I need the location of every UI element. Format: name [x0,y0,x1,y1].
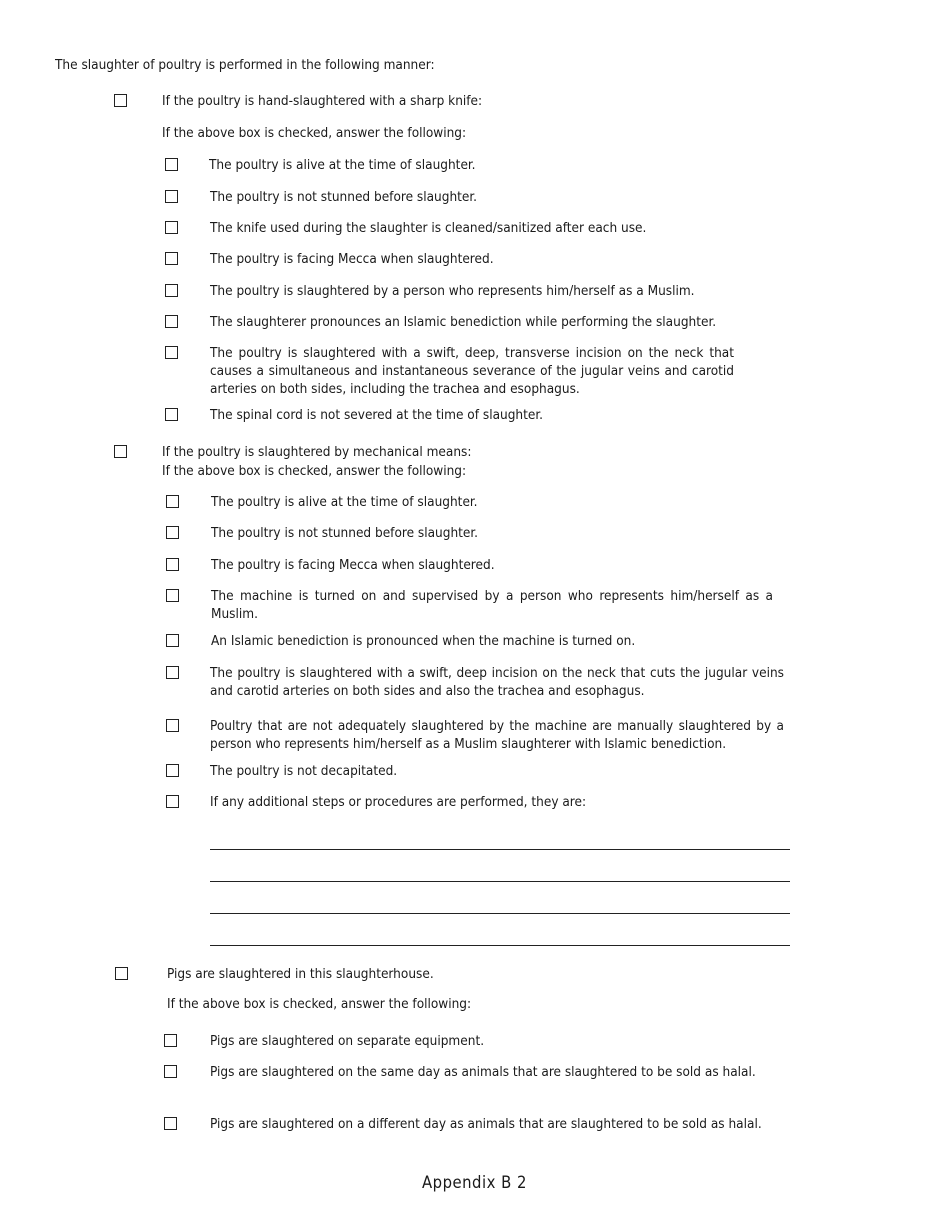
mechanical-item-label: If any additional steps or procedures are performed, they are: [210,794,587,810]
mechanical-item-checkbox[interactable] [166,795,179,808]
mechanical-item-label: The poultry is not decapitated. [210,763,398,779]
mechanical-item-checkbox[interactable] [166,558,179,571]
hand-item-label: The knife used during the slaughter is cleaned/sanitized after each use. [210,220,647,236]
hand-item-checkbox[interactable] [165,346,178,359]
hand-item-checkbox[interactable] [165,408,178,421]
mechanical-item-checkbox[interactable] [166,719,179,732]
hand-item-label: The slaughterer pronounces an Islamic benediction while performing the slaughter. [210,314,717,330]
hand-item-label: The poultry is alive at the time of slaughter. [209,157,476,173]
mechanical-item-label: Poultry that are not adequately slaughtered by the machine are manually slaughtered by a person who represents him/herself as a Muslim slaughterer with Islamic benediction. [210,718,784,752]
pigs-item-label: Pigs are slaughtered on the same day as animals that are slaughtered to be sold as halal. [210,1064,756,1080]
answer-line[interactable] [210,913,790,914]
mechanical-item-checkbox[interactable] [166,764,179,777]
pigs-item-checkbox[interactable] [164,1117,177,1130]
hand-item-label: The poultry is not stunned before slaughter. [210,189,477,205]
hand-slaughter-checkbox[interactable] [114,94,127,107]
hand-item-checkbox[interactable] [165,221,178,234]
hand-item-checkbox[interactable] [165,284,178,297]
hand-item-checkbox[interactable] [165,190,178,203]
answer-line[interactable] [210,849,790,850]
pigs-instruction: If the above box is checked, answer the following: [167,996,472,1012]
mechanical-item-label: The poultry is facing Mecca when slaughtered. [211,557,495,573]
mechanical-item-checkbox[interactable] [166,634,179,647]
mechanical-instruction: If the above box is checked, answer the following: [162,463,467,479]
mechanical-slaughter-checkbox[interactable] [114,445,127,458]
mechanical-item-label: The poultry is not stunned before slaughter. [211,525,478,541]
mechanical-item-checkbox[interactable] [166,526,179,539]
hand-item-label: The poultry is slaughtered with a swift, deep, transverse incision on the neck that causes a simultaneous and instantaneous severance of the jugular veins and carotid arteries on both sides, including the trachea and esophagus. [210,345,734,397]
pigs-item-label: Pigs are slaughtered on a different day as animals that are slaughtered to be sold as halal. [210,1116,762,1132]
mechanical-slaughter-label: If the poultry is slaughtered by mechanical means: [162,444,472,460]
pigs-item-checkbox[interactable] [164,1034,177,1047]
hand-item-label: The poultry is facing Mecca when slaughtered. [210,251,494,267]
mechanical-item-label: The poultry is alive at the time of slaughter. [211,494,478,510]
answer-line[interactable] [210,881,790,882]
hand-item-label: The poultry is slaughtered by a person who represents him/herself as a Muslim. [210,283,695,299]
hand-item-checkbox[interactable] [165,315,178,328]
mechanical-item-label: The machine is turned on and supervised by a person who represents him/herself as a Muslim. [211,588,773,622]
page-footer: Appendix B 2 [422,1173,527,1192]
pigs-label: Pigs are slaughtered in this slaughterhouse. [167,966,434,982]
intro-text: The slaughter of poultry is performed in the following manner: [55,57,435,73]
hand-instruction: If the above box is checked, answer the following: [162,125,467,141]
answer-line[interactable] [210,945,790,946]
mechanical-item-checkbox[interactable] [166,666,179,679]
mechanical-item-label: The poultry is slaughtered with a swift, deep incision on the neck that cuts the jugular veins and carotid arteries on both sides and also the trachea and esophagus. [210,665,784,699]
pigs-checkbox[interactable] [115,967,128,980]
hand-item-checkbox[interactable] [165,252,178,265]
hand-slaughter-label: If the poultry is hand-slaughtered with a sharp knife: [162,93,483,109]
pigs-item-label: Pigs are slaughtered on separate equipment. [210,1033,485,1049]
hand-item-checkbox[interactable] [165,158,178,171]
hand-item-label: The spinal cord is not severed at the time of slaughter. [210,407,543,423]
pigs-item-checkbox[interactable] [164,1065,177,1078]
mechanical-item-label: An Islamic benediction is pronounced when the machine is turned on. [211,633,636,649]
mechanical-item-checkbox[interactable] [166,589,179,602]
mechanical-item-checkbox[interactable] [166,495,179,508]
